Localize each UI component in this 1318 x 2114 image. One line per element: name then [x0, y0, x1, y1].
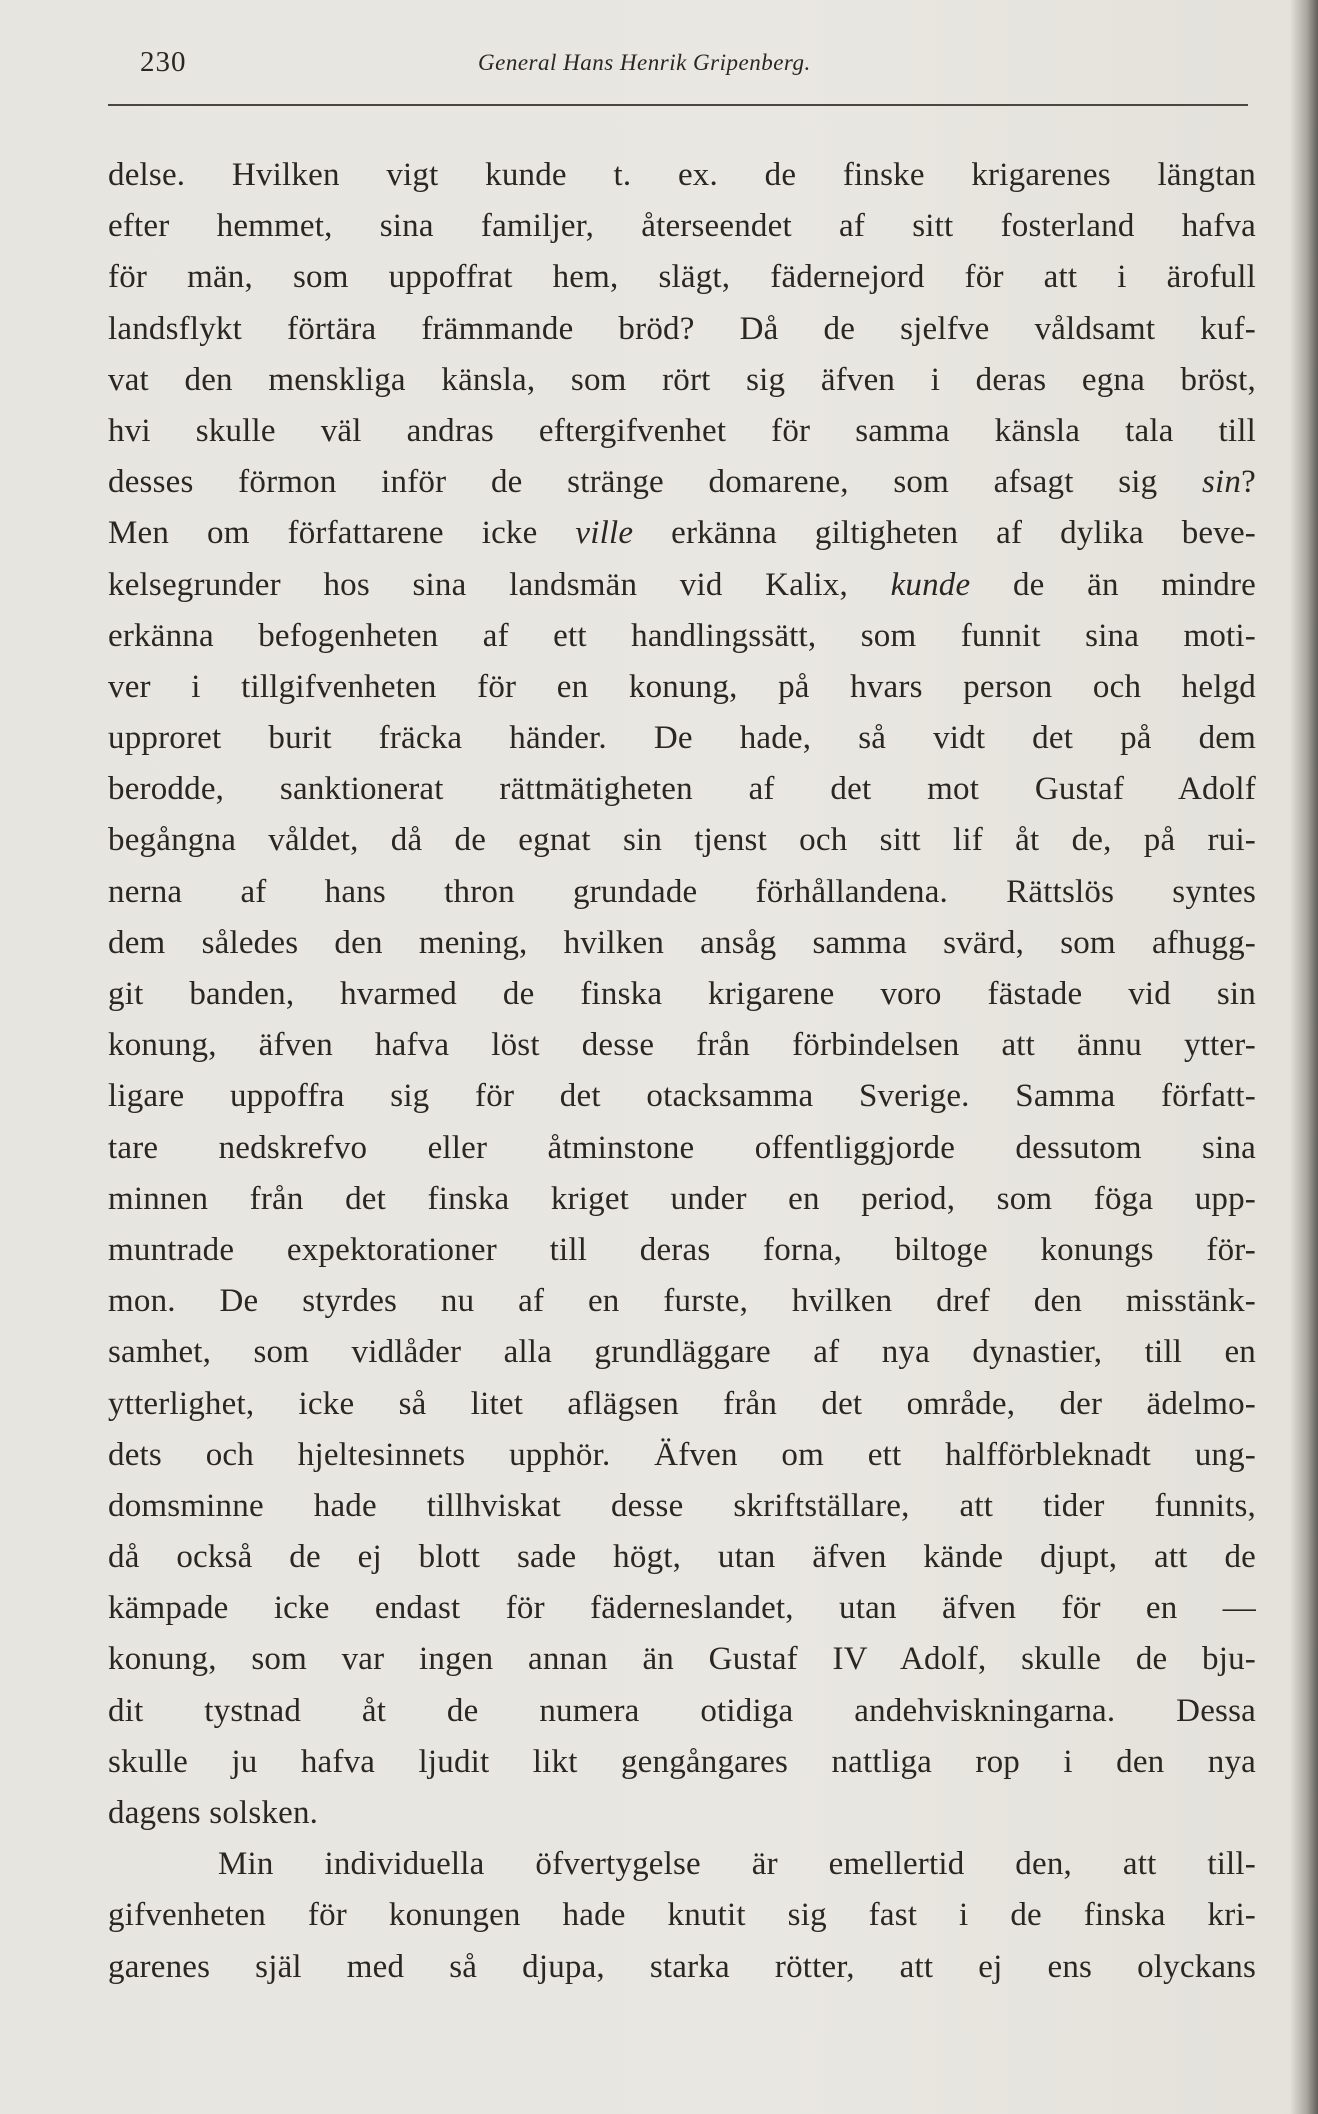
text-line: kelsegrunder hos sina landsmän vid Kalix, kunde de än mindre: [108, 566, 1256, 603]
text-line: erkänna befogenheten af ett handlingssätt, som funnit sina moti-: [108, 617, 1256, 654]
page-header: [108, 46, 1248, 86]
text-line: Min individuella öfvertygelse är emellertid den, att till-: [218, 1846, 1256, 1883]
text-line: konung, som var ingen annan än Gustaf IV Adolf, skulle de bju-: [108, 1641, 1256, 1678]
text-line: samhet, som vidlåder alla grundläggare af nya dynastier, till en: [108, 1334, 1256, 1371]
emphasis: ville: [575, 515, 634, 552]
emphasis: sin: [1202, 464, 1242, 501]
text-line: gifvenheten för konungen hade knutit sig fast i de finska kri-: [108, 1897, 1256, 1934]
text-line: git banden, hvarmed de finska krigarene voro fästade vid sin: [108, 976, 1256, 1012]
text-line: dit tystnad åt de numera otidiga andehviskningarna. Dessa: [108, 1692, 1256, 1729]
text-line: för män, som uppoffrat hem, slägt, fädernejord för att i ärofull: [108, 259, 1256, 296]
text-line: Men om författarene icke ville erkänna giltigheten af dylika beve-: [108, 515, 1256, 552]
text-line: vat den menskliga känsla, som rört sig äfven i deras egna bröst,: [108, 361, 1256, 398]
page-number: 230: [140, 46, 187, 78]
text-line: hvi skulle väl andras eftergifvenhet för samma känsla tala till: [108, 412, 1256, 449]
text-line: dem således den mening, hvilken ansåg samma svärd, som afhugg-: [108, 924, 1256, 961]
text-line: tare nedskrefvo eller åtminstone offentliggjorde dessutom sina: [108, 1129, 1256, 1166]
text-line: ver i tillgifvenheten för en konung, på hvars person och helgd: [108, 668, 1256, 705]
text-line: desses förmon inför de stränge domarene, som afsagt sig sin?: [108, 464, 1256, 501]
text-line: dets och hjeltesinnets upphör. Äfven om ett halfförbleknadt ung-: [108, 1436, 1256, 1473]
text-line: berodde, sanktionerat rättmätigheten af det mot Gustaf Adolf: [108, 771, 1256, 808]
running-title: General Hans Henrik Gripenberg.: [478, 50, 811, 75]
text-line: minnen från det finska kriget under en period, som föga upp-: [108, 1180, 1256, 1217]
text-line: begångna våldet, då de egnat sin tjenst och sitt lif åt de, på rui-: [108, 822, 1256, 859]
text-line: efter hemmet, sina familjer, återseendet af sitt fosterland hafva: [108, 208, 1256, 245]
text-line: muntrade expektorationer till deras forna, biltoge konungs för-: [108, 1231, 1256, 1268]
text-line: då också de ej blott sade högt, utan äfven kände djupt, att de: [108, 1539, 1256, 1576]
header-rule: [108, 104, 1248, 106]
text-line: mon. De styrdes nu af en furste, hvilken dref den misstänk-: [108, 1283, 1256, 1320]
text-line: garenes själ med så djupa, starka rötter, att ej ens olyckans: [108, 1948, 1256, 1985]
body-text: [108, 150, 1256, 1993]
page-edge-shadow: [1290, 0, 1318, 2114]
text-line: konung, äfven hafva löst desse från förbindelsen att ännu ytter-: [108, 1027, 1256, 1064]
text-line: landsflykt förtära främmande bröd? Då de sjelfve våldsamt kuf-: [108, 310, 1256, 347]
text-line: ytterlighet, icke så litet aflägsen från det område, der ädelmo-: [108, 1385, 1256, 1422]
text-line: kämpade icke endast för fäderneslandet, utan äfven för en —: [108, 1590, 1256, 1627]
text-line: skulle ju hafva ljudit likt gengångares nattliga rop i den nya: [108, 1743, 1256, 1780]
text-line: domsminne hade tillhviskat desse skriftställare, att tider funnits,: [108, 1487, 1256, 1524]
text-line: nerna af hans thron grundade förhållandena. Rättslös syntes: [108, 873, 1256, 910]
emphasis: kunde: [890, 566, 971, 603]
text-line: dagens solsken.: [108, 1795, 319, 1831]
text-line: upproret burit fräcka händer. De hade, så vidt det på dem: [108, 720, 1256, 757]
text-line: delse. Hvilken vigt kunde t. ex. de finske krigarenes längtan: [108, 157, 1256, 193]
text-line: ligare uppoffra sig för det otacksamma Sverige. Samma författ-: [108, 1078, 1256, 1115]
